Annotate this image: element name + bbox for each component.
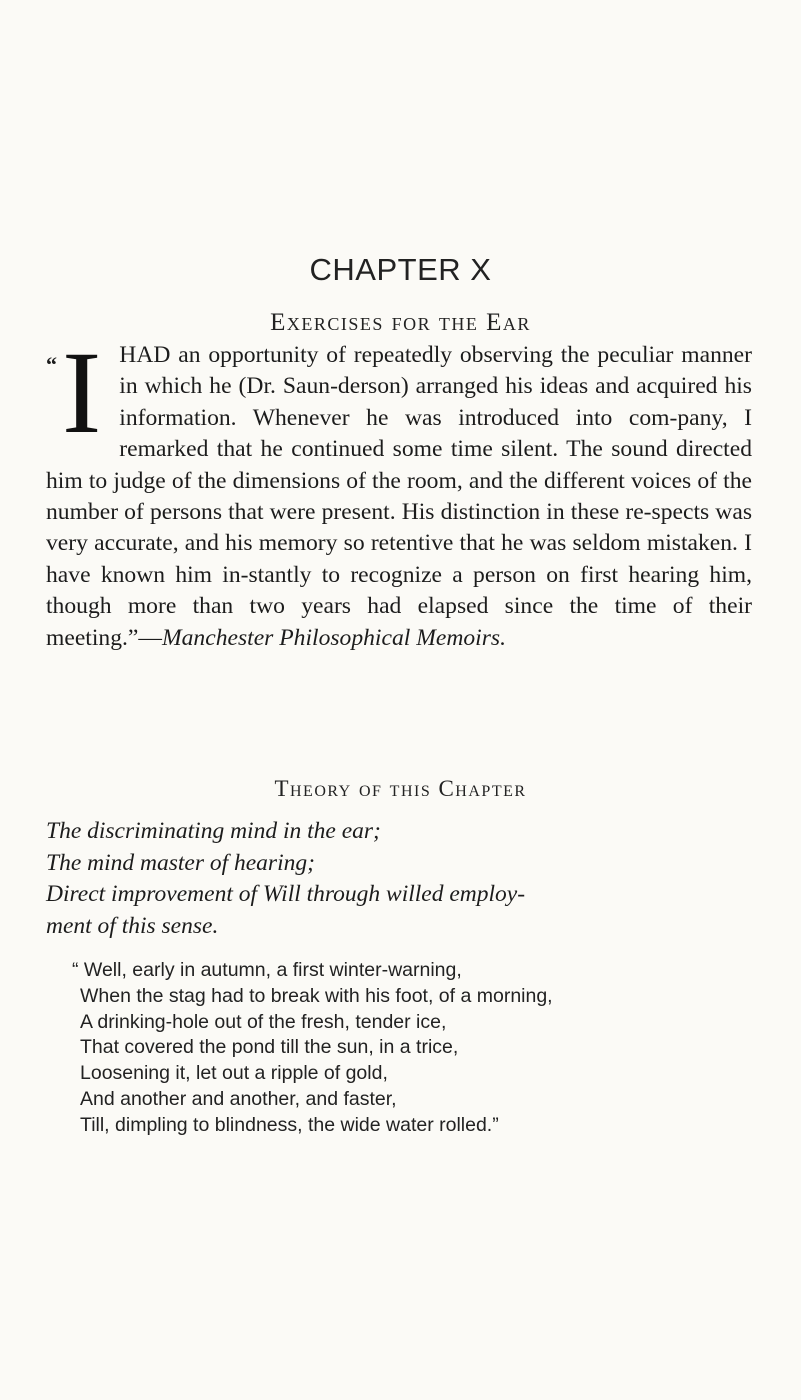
theory-line: Direct improvement of Will through willed employ- — [46, 881, 526, 907]
chapter-heading: CHAPTER X — [309, 252, 492, 287]
quote-attribution: Manchester Philosophical Memoirs. — [161, 624, 506, 651]
poem-line: When the stag had to break with his foot, of a morning, — [80, 984, 553, 1007]
chapter-title: Exercises for the Ear — [270, 309, 531, 336]
theory-line: The mind master of hearing; — [46, 849, 315, 876]
opening-paragraph-text: HAD an opportunity of repeatedly observing the peculiar manner in which he (Dr. Saun-derson) arranged his ideas and acquired his information. Whenever he was introduced into com-pany, I remarked that he continued some time silent. The sound directed him to judge of the dimensions of the room, and the different voices of the number of persons that were present. His distinction in these re-spects was very accurate, and his memory so retentive that he was seldom mistaken. I have known him in-stantly to recognize a person on first hearing him, though more than two years had elapsed since the time of their meeting.”— — [46, 342, 752, 651]
poem-line: A drinking-hole out of the fresh, tender ice, — [80, 1010, 447, 1033]
theory-heading: Theory of this Chapter — [274, 776, 527, 801]
poem-excerpt — [72, 958, 780, 1139]
theory-line: The discriminating mind in the ear; — [46, 818, 381, 844]
theory-line: ment of this sense. — [46, 912, 219, 939]
poem-line: That covered the pond till the sun, in a trice, — [80, 1036, 459, 1059]
poem-line: “ Well, early in autumn, a first winter-warning, — [72, 959, 462, 981]
poem-line: Till, dimpling to blindness, the wide water rolled.” — [80, 1113, 499, 1136]
opening-quote-mark: “ — [46, 352, 57, 377]
poem-line: And another and another, and faster, — [80, 1087, 397, 1110]
theory-list — [46, 816, 752, 942]
drop-cap: I — [62, 327, 102, 458]
poem-line: Loosening it, let out a ripple of gold, — [80, 1062, 388, 1085]
opening-paragraph — [46, 327, 752, 654]
